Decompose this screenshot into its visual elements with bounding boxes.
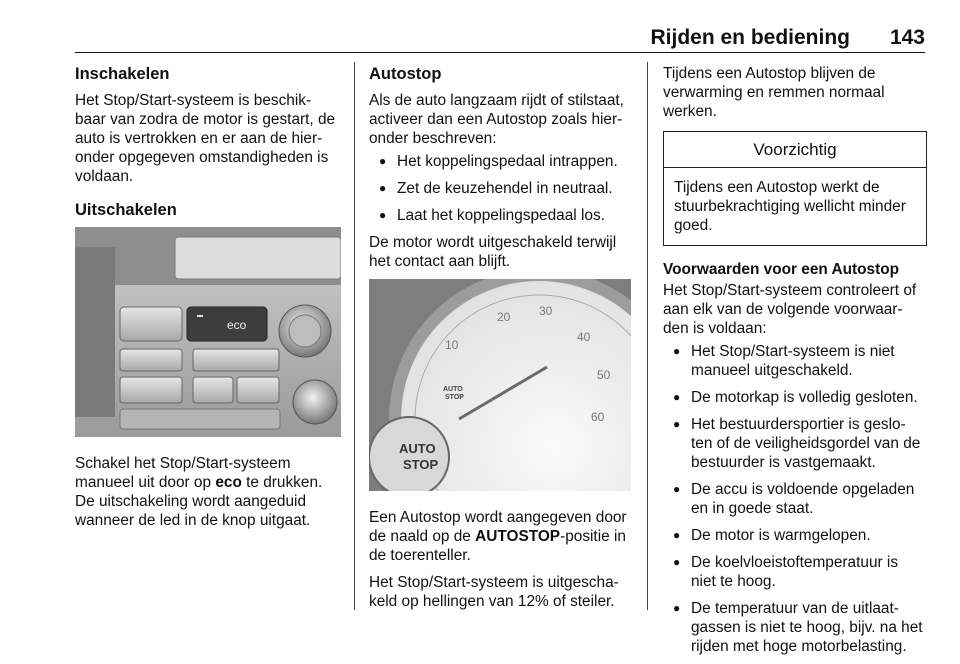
heading-inschakelen: Inschakelen [75,65,170,83]
svg-text:STOP: STOP [403,457,439,472]
autostop-keyword: AUTOSTOP [475,528,561,545]
column-divider [647,62,648,610]
paragraph-engine-off: De motor wordt uitgeschakeld terwijl het contact aan blijft. [369,234,617,270]
svg-text:10: 10 [445,338,459,352]
paragraph-autostop-indicator: Een Autostop wordt aangegeven door de naald op de AUTOSTOP-positie in de toerenteller. [369,509,627,564]
list-item: ● De motor is warmgelopen. [663,526,927,545]
svg-text:30: 30 [539,304,553,318]
paragraph-conditions: Het Stop/Start-systeem controleert of aan elk van de volgende voorwaar-den is voldaan: [663,282,917,337]
conditions-list [663,342,927,656]
page-number: 143 [889,26,925,49]
list-item: ● Het Stop/Start-systeem is niet manueel uitgeschakeld. [663,342,927,380]
svg-text:AUTO: AUTO [443,386,463,393]
svg-text:AUTO: AUTO [399,441,436,456]
caution-text: Tijdens een Autostop werkt de stuurbekrachtiging wellicht minder goed. [674,179,906,234]
column-3 [663,64,927,664]
paragraph-inschakelen: Het Stop/Start-systeem is beschik-baar van zodra de motor is gestart, de auto is vertrokken en er aan de hier-onder opgegeven omstandigheden is voldaan. [75,92,336,185]
figure-tachometer [369,279,635,496]
list-item: ● De koelvloeistoftemperatuur is niet te hoog. [663,553,927,591]
svg-text:40: 40 [577,330,591,344]
list-item: ● Zet de keuzehendel in neutraal. [369,179,635,198]
list-item: ● Het bestuurdersportier is geslo-ten of de veiligheidsgordel van de bestuurder is vastgemaakt. [663,415,927,472]
tachometer-image [369,279,631,491]
eco-button-label: eco [227,318,247,332]
list-item: ● De motorkap is volledig gesloten. [663,388,927,407]
header-rule [75,52,925,53]
column-2 [369,64,635,619]
svg-text:60: 60 [591,410,605,424]
column-divider [354,62,355,610]
paragraph-uitschakelen: Schakel het Stop/Start-systeem manueel uit door op eco te drukken. De uitschakeling wordt aangeduid wanneer de led in de knop uitgaat. [75,455,323,529]
list-item: ● Het koppelingspedaal intrappen. [369,152,635,171]
autostop-steps [369,152,635,225]
column-1 [75,64,341,538]
eco-key-label: eco [215,474,242,491]
header-title: Rijden en bediening [650,26,850,49]
paragraph-slope: Het Stop/Start-systeem is uitgescha-keld op hellingen van 12% of steiler. [369,574,619,610]
paragraph-autostop-intro: Als de auto langzaam rijdt of stilstaat, activeer dan een Autostop zoals hier-onder beschreven: [369,92,624,147]
svg-text:STOP: STOP [445,394,464,401]
caution-title: Voorzichtig [664,132,926,168]
svg-text:20: 20 [497,310,511,324]
list-item: ● Laat het koppelingspedaal los. [369,206,635,225]
paragraph-during-autostop: Tijdens een Autostop blijven de verwarming en remmen normaal werken. [663,65,885,120]
eco-button-panel-image [75,227,341,437]
heading-conditions: Voorwaarden voor een Autostop [663,261,900,278]
heading-uitschakelen: Uitschakelen [75,201,177,219]
heading-autostop: Autostop [369,65,442,83]
list-item: ● De temperatuur van de uitlaat-gassen is niet te hoog, bijv. na het rijden met hoge motorbelasting. [663,599,927,656]
figure-eco-button-panel [75,227,341,442]
list-item: ● De accu is voldoende opgeladen en in goede staat. [663,480,927,518]
page-header [75,22,925,52]
svg-text:50: 50 [597,368,611,382]
caution-box [663,131,927,246]
